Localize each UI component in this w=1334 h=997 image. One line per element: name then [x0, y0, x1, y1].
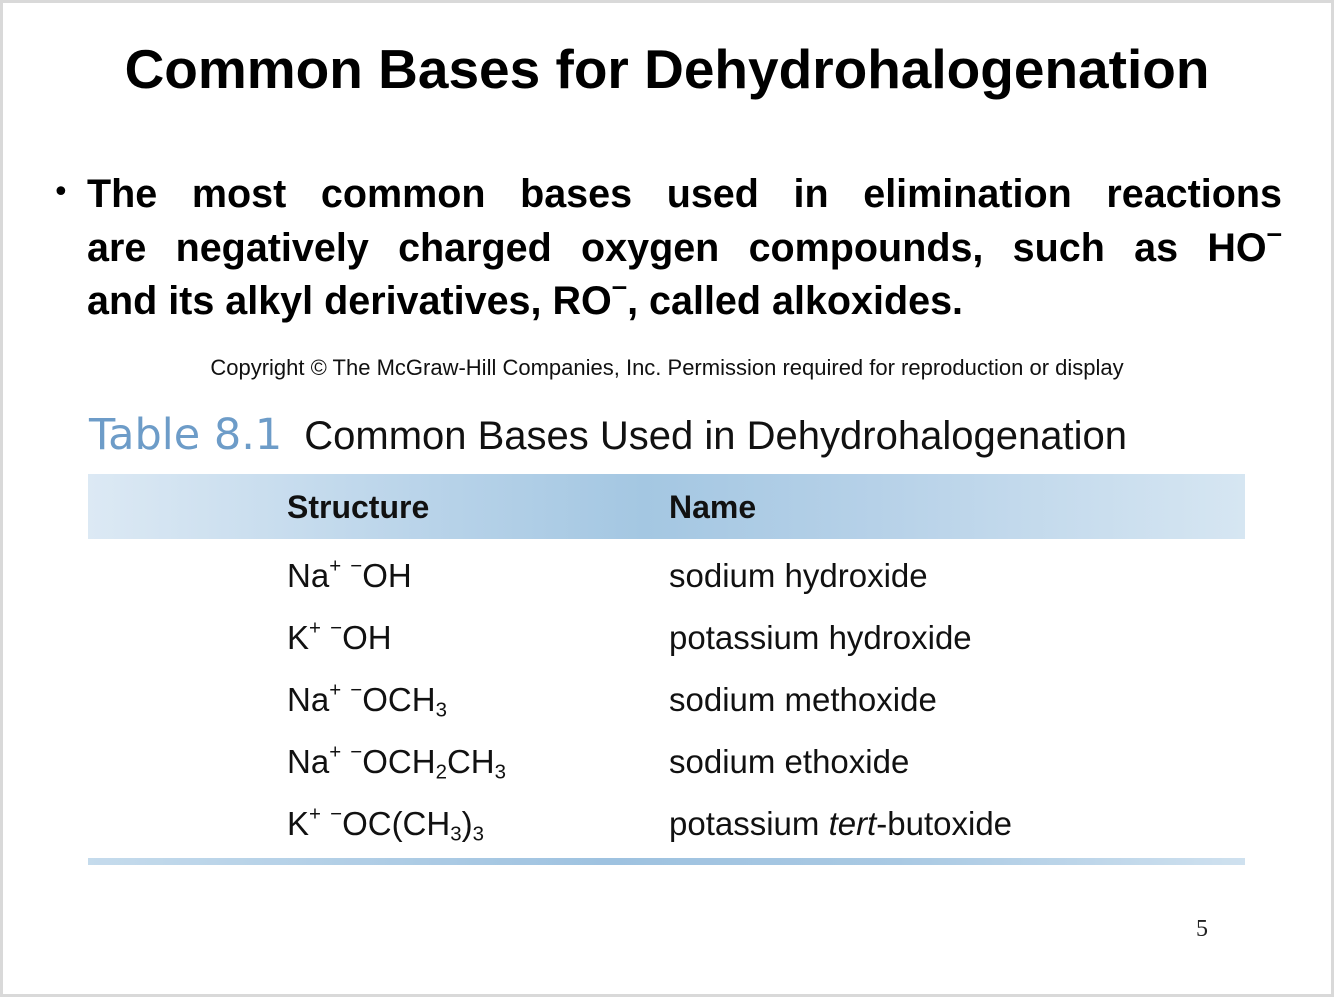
structure-cell-segment: − [350, 678, 363, 702]
structure-cell-segment: K [287, 805, 310, 842]
structure-cell-segment: 3 [450, 822, 462, 846]
structure-cell-segment: OCH [362, 743, 436, 780]
structure-cell-segment [341, 743, 350, 780]
bullet-line-3-text: and its alkyl derivatives, RO [87, 279, 612, 323]
table-caption: Common Bases Used in Dehydrohalogenation [304, 414, 1127, 458]
structure-cell-segment: OH [342, 619, 392, 656]
slide-title: Common Bases for Dehydrohalogenation [124, 38, 1210, 100]
structure-cell-segment: OH [362, 557, 412, 594]
table-row [3, 678, 1331, 728]
structure-cell-segment: + [329, 678, 342, 702]
structure-cell [287, 616, 392, 660]
table-bottom-rule [88, 858, 1245, 865]
structure-cell [287, 802, 484, 846]
structure-cell-segment: 3 [435, 698, 447, 722]
bullet-line-3-tail: , called alkoxides. [627, 279, 964, 323]
structure-cell-segment [341, 681, 350, 718]
bullet-line-1: The most common bases used in elimination reactions [87, 172, 1282, 216]
name-cell [669, 616, 972, 660]
structure-cell-segment: 3 [494, 760, 506, 784]
structure-cell-segment: Na [287, 557, 330, 594]
column-header-name: Name [669, 489, 757, 525]
structure-cell [287, 740, 506, 784]
bullet-marker: • [52, 175, 70, 210]
page-number: 5 [1196, 916, 1208, 942]
structure-cell-segment: ) [461, 805, 473, 842]
structure-cell-segment: 3 [472, 822, 484, 846]
structure-cell-segment [341, 557, 350, 594]
bullet-text [87, 168, 1282, 329]
structure-cell-segment: − [350, 740, 363, 764]
table-row [3, 740, 1331, 790]
copyright-notice: Copyright © The McGraw-Hill Companies, Inc. Permission required for reproduction or display [210, 355, 1124, 380]
structure-cell-segment: − [330, 802, 343, 826]
name-cell-segment: tert [828, 805, 877, 842]
structure-cell-segment: + [309, 802, 321, 826]
name-cell-segment: sodium hydroxide [669, 557, 928, 594]
structure-cell-segment: CH [446, 743, 495, 780]
table-number: Table 8.1 [89, 410, 283, 460]
name-cell [669, 802, 1012, 846]
bullet-line-2: are negatively charged oxygen compounds, such as HO– [87, 216, 1282, 270]
structure-cell-segment: Na [287, 743, 330, 780]
structure-cell [287, 678, 447, 722]
name-cell [669, 678, 937, 722]
table-row [3, 554, 1331, 604]
name-cell-segment: sodium methoxide [669, 681, 937, 718]
name-cell [669, 554, 928, 598]
structure-cell-segment [321, 619, 330, 656]
structure-cell-segment: OC(CH [342, 805, 451, 842]
table-row [3, 802, 1331, 852]
structure-cell-segment: − [350, 554, 363, 578]
table-row [3, 616, 1331, 666]
structure-cell-segment [321, 805, 330, 842]
structure-cell-segment: K [287, 619, 310, 656]
bullet-line-2-text: are negatively charged oxygen compounds, such as HO [87, 225, 1267, 270]
structure-cell-segment: 2 [435, 760, 447, 784]
bullet-line-3: and its alkyl derivatives, RO–, called alkoxides. [87, 270, 964, 323]
slide [3, 3, 1331, 994]
structure-cell-segment: + [309, 616, 321, 640]
table-heading [89, 407, 1127, 473]
name-cell-segment: potassium hydroxide [669, 619, 972, 656]
table-header-band [88, 474, 1245, 539]
structure-cell-segment: + [329, 554, 342, 578]
name-cell-segment: -butoxide [876, 805, 1013, 842]
column-header-structure: Structure [287, 489, 430, 525]
structure-cell-segment: − [330, 616, 343, 640]
name-cell-segment: potassium [669, 805, 829, 842]
structure-cell-segment: OCH [362, 681, 436, 718]
structure-cell-segment: + [329, 740, 342, 764]
name-cell-segment: sodium ethoxide [669, 743, 910, 780]
name-cell [669, 740, 909, 784]
structure-cell [287, 554, 412, 598]
structure-cell-segment: Na [287, 681, 330, 718]
